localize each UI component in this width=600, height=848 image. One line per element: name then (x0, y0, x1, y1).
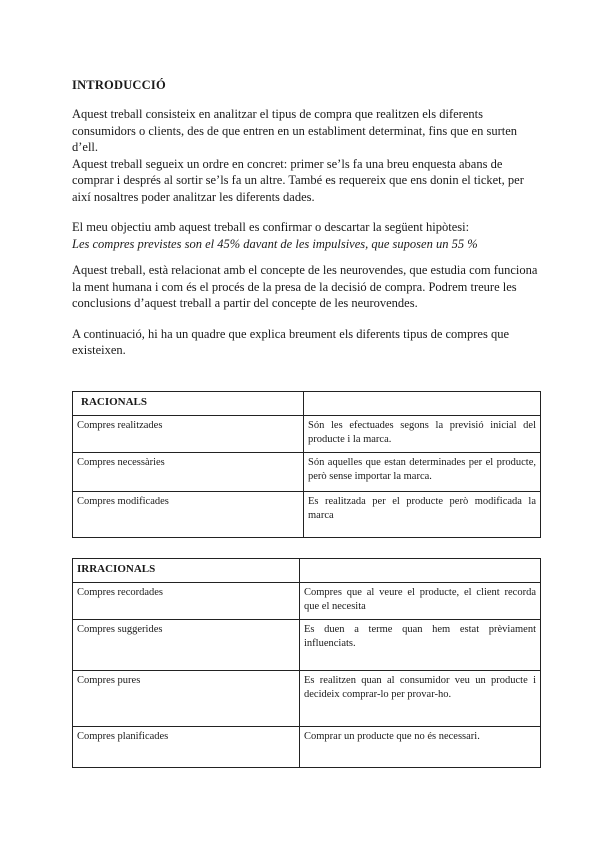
purchase-description-cell: Compres que al veure el producte, el client recorda que el necesita (300, 583, 541, 620)
table-header-empty-cell (300, 559, 541, 583)
purchase-type-cell: Compres realitzades (73, 416, 304, 453)
objective-paragraph: El meu objectiu amb aquest treball es confirmar o descartar la següent hipòtesi: (72, 220, 470, 234)
table-row (73, 620, 541, 671)
purchase-description-cell: Es duen a terme quan hem estat prèviament influenciats. (300, 620, 541, 671)
purchase-description-cell: Són aquelles que estan determinades per el producte, però sense importar la marca. (304, 453, 541, 492)
purchase-description-cell: Es realitzada per el producte però modificada la marca (304, 492, 541, 538)
table-intro-paragraph: A continuació, hi ha un quadre que explica breument els diferents tipus de compres que existeixen. (72, 326, 510, 357)
table-header-cell: RACIONALS (73, 392, 304, 416)
table-row (73, 453, 541, 492)
table-header-row (73, 559, 541, 583)
purchase-description-cell: Es realitzen quan al consumidor veu un producte i decideix comprar-lo per provar-ho. (300, 671, 541, 727)
purchase-description-cell: Són les efectuades segons la previsió inicial del producte i la marca. (304, 416, 541, 453)
purchase-type-cell: Compres necessàries (73, 453, 304, 492)
document-page (72, 78, 542, 742)
table-header-row (73, 392, 541, 416)
table-row (73, 727, 541, 768)
purchase-type-cell: Compres recordades (73, 583, 300, 620)
intro-paragraph-2: Aquest treball segueix un ordre en concret: primer se’ls fa una breu enquesta abans de comprar i després al sortir se’ls fa un altre. També es requereix que ens donin el ticket, per així nosaltres poder analitzar les diferents dades. (72, 156, 524, 204)
table-header-empty-cell (304, 392, 541, 416)
neurovendes-paragraph: Aquest treball, està relacionat amb el concepte de les neurovendes, que estudia com funciona la ment humana i com és el procés de la presa de la decisió de compra. Podrem treure les conclusions d’aquest treball a partir del concepte de les neurovendes. (72, 263, 538, 310)
irrational-purchases-table (72, 558, 541, 768)
intro-paragraph-1: Aquest treball consisteix en analitzar el tipus de compra que realitzen els diferents consumidors o clients, des de que entren en un establiment determinat, fins que en surten d’ell. (72, 107, 518, 154)
rational-purchases-table (72, 391, 541, 538)
purchase-type-cell: Compres pures (73, 671, 300, 727)
purchase-type-cell: Compres suggerides (73, 620, 300, 671)
hypothesis-text: Les compres previstes son el 45% davant de les impulsives, que suposen un 55 % (72, 236, 478, 251)
table-row (73, 416, 541, 453)
table-header-cell: IRRACIONALS (73, 559, 300, 583)
table-row (73, 583, 541, 620)
purchase-description-cell: Comprar un producte que no és necessari. (300, 727, 541, 768)
table-row (73, 492, 541, 538)
table-row (73, 671, 541, 727)
purchase-type-cell: Compres planificades (73, 727, 300, 768)
purchase-type-cell: Compres modificades (73, 492, 304, 538)
section-heading: INTRODUCCIÓ (72, 78, 166, 92)
